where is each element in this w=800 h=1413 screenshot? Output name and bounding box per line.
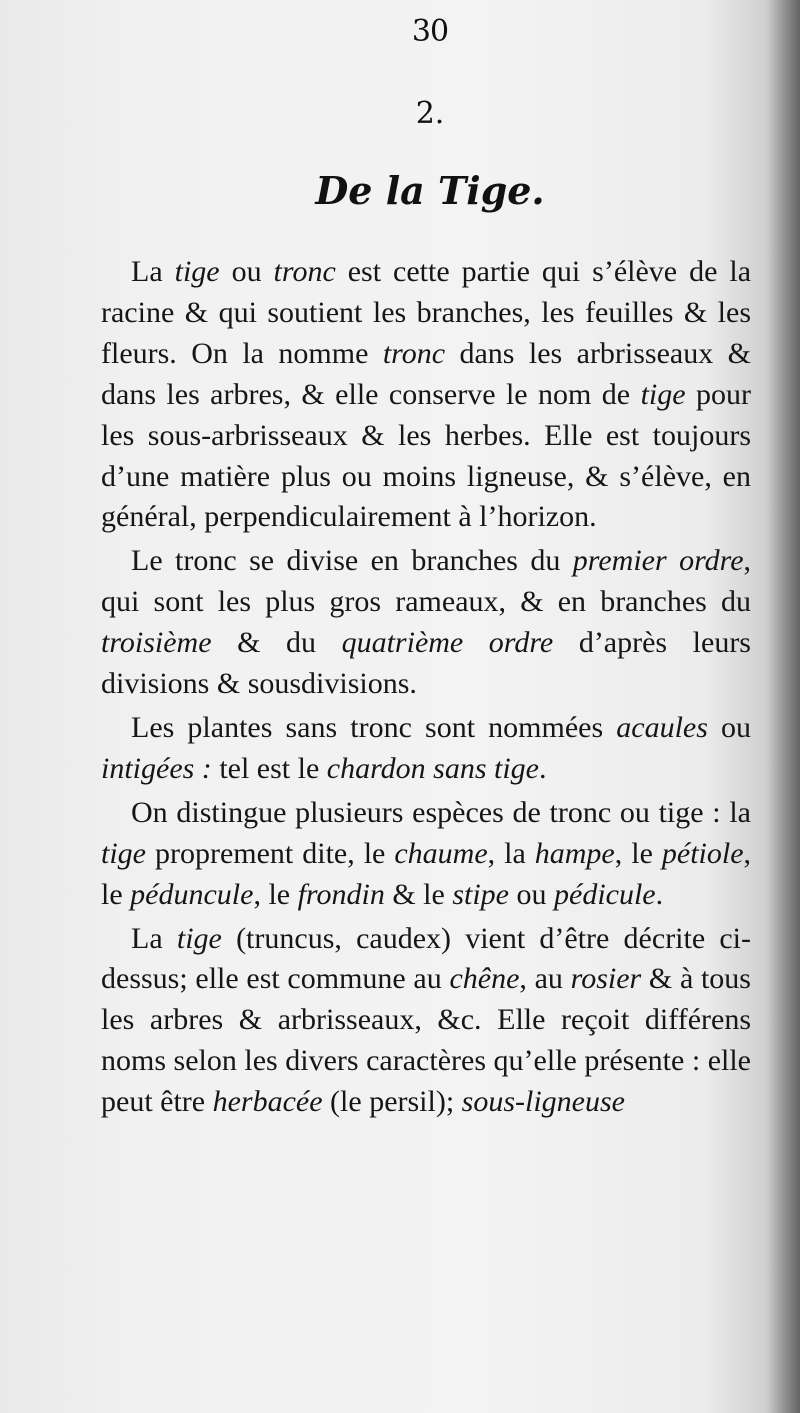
text-run: pour les sous-arbrisseaux & les herbes. Elle est toujours d’une matière plus ou moins ligneuse, & s’élève, en général, perpendiculairement à l’horizon. xyxy=(101,377,751,534)
text-run: & le xyxy=(384,877,453,911)
text-run: ou xyxy=(219,255,274,288)
italic-run: pédicule xyxy=(554,877,656,911)
italic-run: quatrième ordre xyxy=(341,626,554,660)
text-run: tel est le xyxy=(211,751,327,785)
text-run: La xyxy=(131,921,177,955)
italic-run: stipe xyxy=(452,877,509,911)
text-run: (le persil); xyxy=(322,1085,462,1119)
italic-run: intigées : xyxy=(101,751,212,785)
italic-run: frondin xyxy=(297,877,385,911)
text-run: , qui sont les plus gros rameaux, & en branches du xyxy=(101,544,752,619)
text-run: . xyxy=(655,877,664,911)
italic-run: tige xyxy=(176,921,222,955)
chapter-title: De la Tige. xyxy=(315,168,545,213)
italic-run: premier ordre xyxy=(572,544,744,578)
italic-run: herbacée xyxy=(212,1085,323,1119)
italic-run: tronc xyxy=(382,336,446,370)
paragraph xyxy=(101,919,751,1124)
text-run: On distingue plusieurs espèces de tronc ou tige : la xyxy=(131,795,751,829)
italic-run: troisième xyxy=(101,626,212,660)
italic-run: sous-ligneuse xyxy=(461,1085,625,1119)
italic-run: acaules xyxy=(616,710,708,744)
italic-run: hampe xyxy=(534,836,615,870)
italic-run: tronc xyxy=(273,255,336,288)
italic-run: pétiole xyxy=(661,836,744,870)
text-run: , au xyxy=(519,962,571,996)
page-number: 30 xyxy=(411,14,449,49)
text-run: dans les arbrisseaux & dans les arbres, & elle conserve le nom de xyxy=(101,336,751,411)
text-run: ou xyxy=(707,710,751,744)
paragraph xyxy=(101,793,751,916)
section-number: 2. xyxy=(415,96,445,131)
text-run: , le xyxy=(253,877,298,911)
italic-run: chardon sans tige xyxy=(326,751,539,785)
paragraph xyxy=(101,252,751,538)
text-run: & à tous les arbres & arbrisseaux, &c. Elle reçoit différens noms selon les divers caractères qu’elle présente : elle peut être xyxy=(101,962,751,1119)
text-run: , le xyxy=(614,836,662,870)
text-run: Les plantes sans tronc sont nommées xyxy=(131,710,617,744)
text-run: , la xyxy=(487,836,535,870)
text-run: proprement dite, le xyxy=(146,836,395,870)
italic-run: tige xyxy=(174,255,220,288)
italic-run: tige xyxy=(640,377,686,411)
paragraph xyxy=(101,708,751,790)
italic-run: chaume xyxy=(394,836,488,870)
text-run: Le tronc se divise en branches du xyxy=(131,544,573,578)
italic-run: rosier xyxy=(570,962,642,996)
paragraph xyxy=(101,541,751,705)
text-run: . xyxy=(539,751,547,785)
text-run: est cette partie qui s’élève de la racine & qui soutient les branches, les feuilles & les fleurs. On la nomme xyxy=(101,255,752,370)
body-text xyxy=(101,252,751,1123)
italic-run: péduncule xyxy=(130,877,254,911)
text-run: d’après leurs divisions & sousdivisions. xyxy=(101,626,751,701)
italic-run: tige xyxy=(101,836,146,870)
text-run: La xyxy=(131,255,175,288)
text-run: (truncus, caudex) vient d’être décrite ci-dessus; elle est commune au xyxy=(101,921,752,996)
text-run: , le xyxy=(101,836,752,911)
text-run: ou xyxy=(509,877,554,911)
text-run: & du xyxy=(211,626,342,660)
italic-run: chêne xyxy=(449,962,520,996)
